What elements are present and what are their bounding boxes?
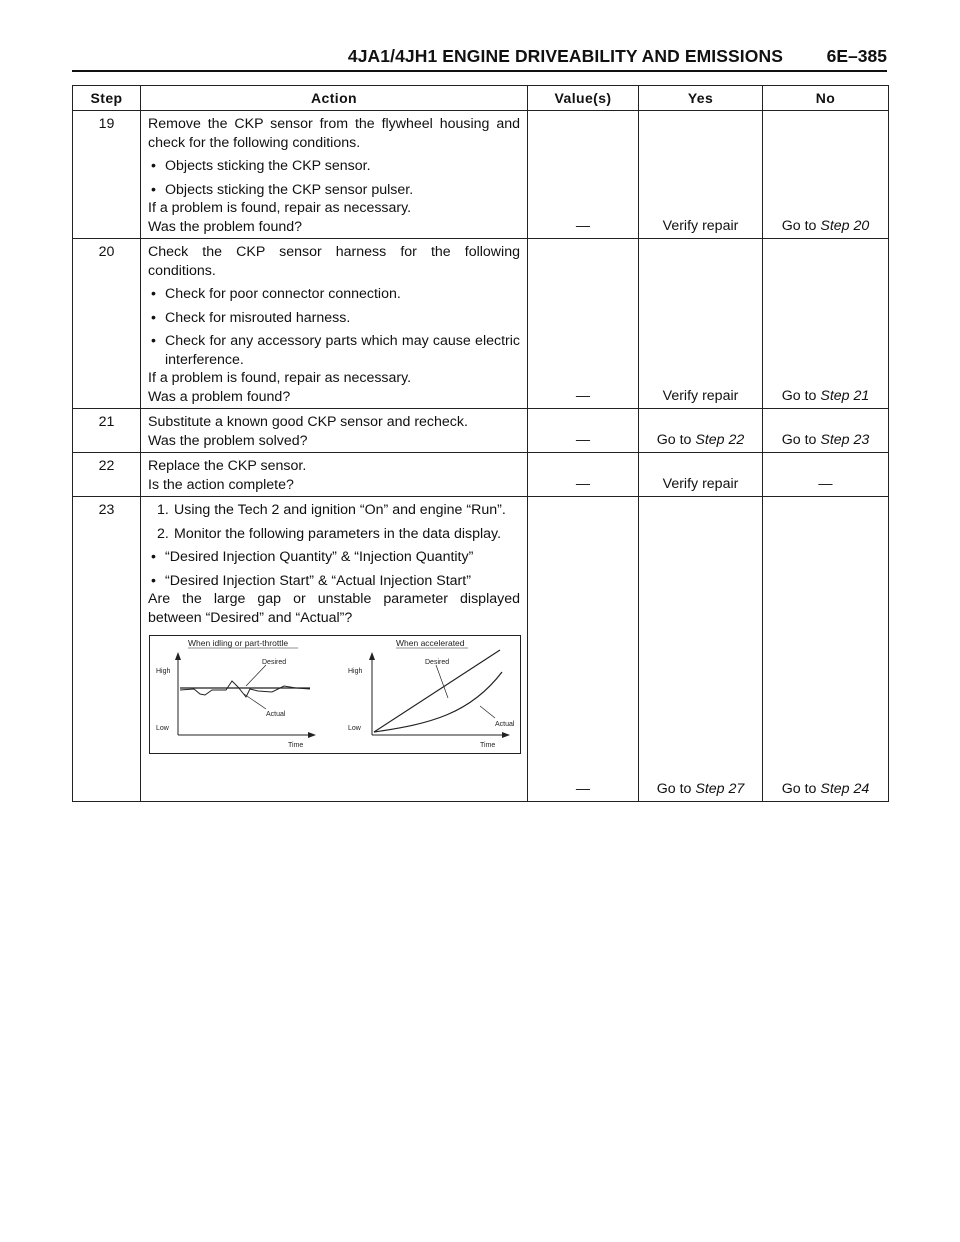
parameter-graphs — [150, 636, 520, 753]
left-y-arrow-icon — [175, 652, 181, 660]
no-prefix: Go to — [781, 431, 821, 448]
no-step-link[interactable]: Step 21 — [820, 387, 870, 404]
action-intro: Replace the CKP sensor. — [148, 458, 307, 474]
page-number: 6E–385 — [826, 46, 887, 66]
right-actual-leader — [480, 706, 495, 718]
action-intro: Remove the CKP sensor from the flywheel housing and check for the following conditions. — [148, 116, 520, 151]
action-fix: If a problem is found, repair as necessary. — [148, 370, 412, 386]
action-bullet: • “Desired Injection Start” & “Actual Injection Start” — [148, 572, 520, 591]
step-number: 21 — [73, 409, 141, 453]
col-no: No — [763, 86, 889, 111]
left-high-label: High — [156, 668, 171, 675]
action-bullet: • Check for misrouted harness. — [148, 309, 520, 328]
action-bullet: • Objects sticking the CKP sensor. — [148, 157, 520, 176]
yes-prefix: Go to — [656, 780, 696, 797]
yes-step-link[interactable]: Step 27 — [695, 780, 745, 797]
yes-cell: Verify repair — [639, 111, 763, 239]
col-step: Step — [73, 86, 141, 111]
item-text: Using the Tech 2 and ignition “On” and engine “Run”. — [174, 502, 506, 518]
action-cell — [141, 409, 528, 453]
action-question: Was the problem found? — [148, 218, 303, 235]
right-x-arrow-icon — [502, 732, 510, 738]
no-step-link[interactable]: Step 23 — [820, 431, 870, 448]
action-question: Are the large gap or unstable parameter displayed between “Desired” and “Actual”? — [148, 591, 520, 626]
no-cell — [763, 111, 889, 239]
value-cell: — — [528, 239, 639, 409]
right-low-label: Low — [348, 725, 361, 732]
item-text: Monitor the following parameters in the data display. — [174, 525, 502, 542]
item-number: 1. — [157, 502, 169, 518]
value-cell: — — [528, 497, 639, 802]
no-cell — [763, 239, 889, 409]
action-cell — [141, 111, 528, 239]
table-row — [73, 453, 889, 497]
left-actual-label: Actual — [266, 711, 286, 718]
table-row — [73, 239, 889, 409]
right-graph-title: When accelerated — [396, 638, 465, 648]
right-desired-label: Desired — [425, 659, 450, 666]
value-cell: — — [528, 453, 639, 497]
left-graph-title: When idling or part-throttle — [188, 638, 289, 648]
step-number: 22 — [73, 453, 141, 497]
no-step-link[interactable]: Step 20 — [820, 217, 870, 234]
col-values: Value(s) — [528, 86, 639, 111]
left-desired-leader — [246, 665, 266, 686]
step-number: 20 — [73, 239, 141, 409]
left-x-arrow-icon — [308, 732, 316, 738]
step-number: 19 — [73, 111, 141, 239]
parameter-graph-figure — [149, 635, 521, 754]
action-bullet: • Check for poor connector connection. — [148, 285, 520, 304]
no-prefix: Go to — [781, 217, 821, 234]
value-cell: — — [528, 409, 639, 453]
yes-cell: Verify repair — [639, 453, 763, 497]
table-row — [73, 409, 889, 453]
left-desired-label: Desired — [262, 659, 287, 666]
action-question: Is the action complete? — [148, 476, 294, 493]
item-number: 2. — [157, 525, 169, 542]
header-title: 4JA1/4JH1 ENGINE DRIVEABILITY AND EMISSIONS — [347, 46, 783, 66]
action-bullet: • Check for any accessory parts which may cause electric interference. — [148, 332, 520, 369]
no-cell — [763, 409, 889, 453]
table-header-row — [73, 86, 889, 111]
no-cell — [763, 497, 889, 802]
action-bullet: • Objects sticking the CKP sensor pulser. — [148, 181, 520, 200]
page-header — [72, 44, 887, 72]
left-time-label: Time — [288, 742, 304, 749]
no-step-link[interactable]: Step 24 — [820, 780, 870, 797]
no-cell: — — [763, 453, 889, 497]
no-prefix: Go to — [781, 780, 821, 797]
action-bullet: • “Desired Injection Quantity” & “Injection Quantity” — [148, 548, 520, 567]
action-question: Was a problem found? — [148, 388, 291, 405]
action-cell — [141, 497, 528, 802]
table-row — [73, 111, 889, 239]
right-desired-leader — [436, 665, 448, 698]
yes-cell — [639, 497, 763, 802]
value-cell: — — [528, 111, 639, 239]
action-intro: Substitute a known good CKP sensor and recheck. — [148, 414, 468, 430]
yes-cell: Verify repair — [639, 239, 763, 409]
yes-step-link[interactable]: Step 22 — [695, 431, 745, 448]
step-number: 23 — [73, 497, 141, 802]
right-high-label: High — [348, 668, 363, 675]
action-question: Was the problem solved? — [148, 432, 308, 449]
col-yes: Yes — [639, 86, 763, 111]
right-y-arrow-icon — [369, 652, 375, 660]
right-actual-label: Actual — [495, 721, 515, 728]
numbered-item — [148, 501, 520, 520]
left-low-label: Low — [156, 725, 169, 732]
numbered-item — [148, 525, 520, 544]
yes-cell — [639, 409, 763, 453]
table-row — [73, 497, 889, 802]
action-intro: Check the CKP sensor harness for the following conditions. — [148, 244, 520, 279]
action-fix: If a problem is found, repair as necessary. — [148, 200, 412, 216]
right-actual-line — [374, 672, 502, 732]
right-time-label: Time — [480, 742, 496, 749]
col-action: Action — [141, 86, 528, 111]
diagnostic-table — [72, 85, 889, 802]
action-cell — [141, 239, 528, 409]
no-prefix: Go to — [781, 387, 821, 404]
action-cell — [141, 453, 528, 497]
yes-prefix: Go to — [656, 431, 696, 448]
left-actual-leader — [244, 694, 266, 709]
